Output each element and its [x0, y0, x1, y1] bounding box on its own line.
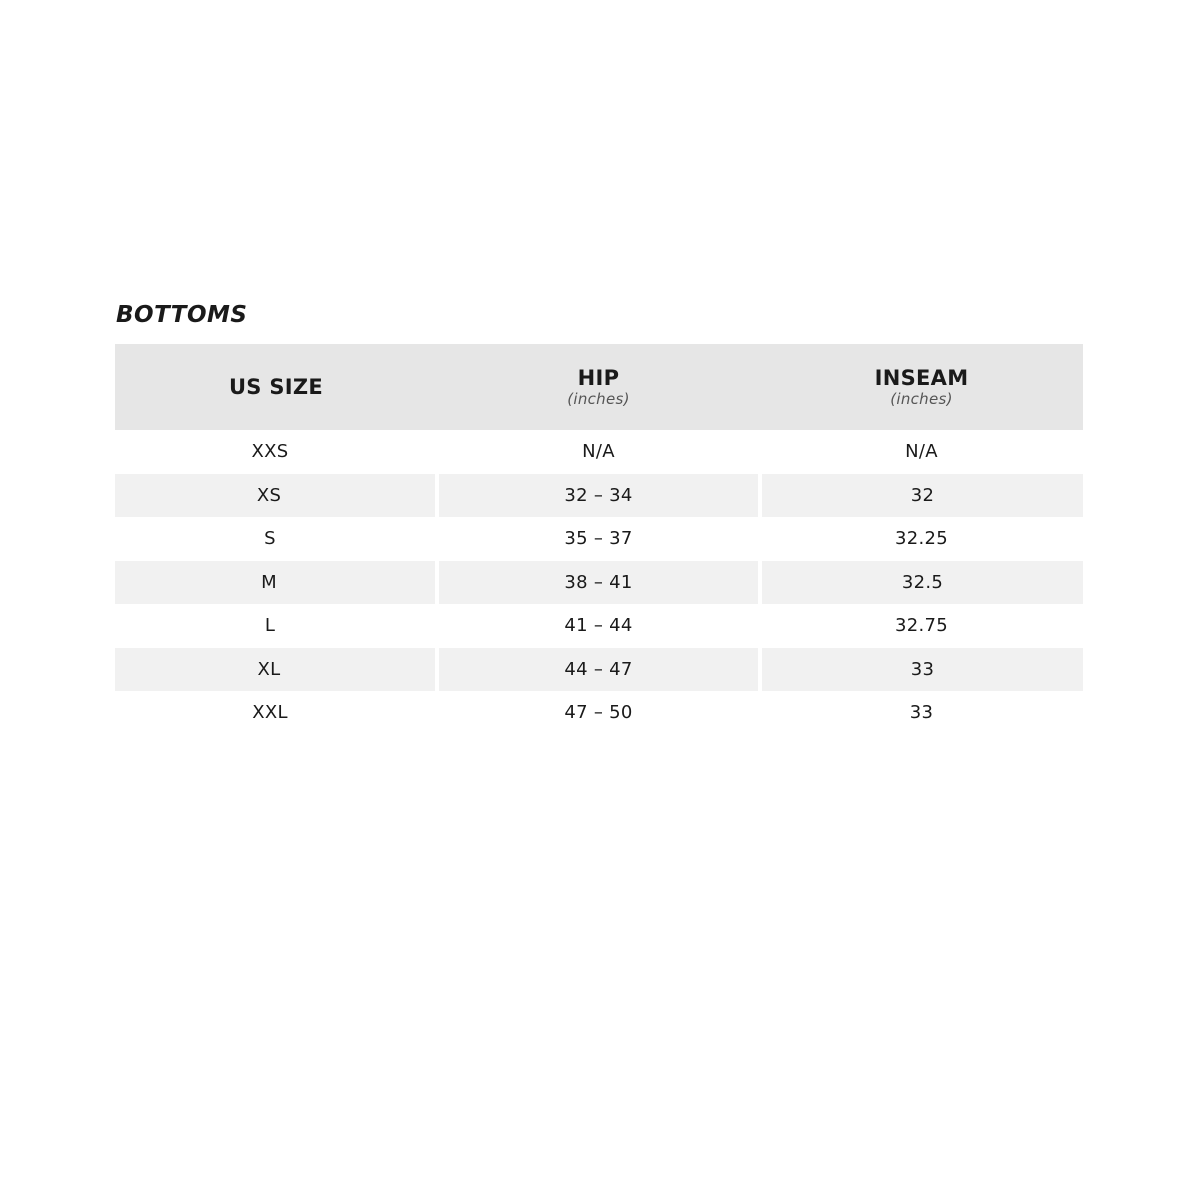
chart-title: BOTTOMS [116, 302, 248, 328]
size-cell: XS [115, 474, 437, 518]
header-row [115, 344, 1083, 430]
size-cell: L [264, 615, 276, 637]
size-cell: XL [115, 648, 437, 692]
hip-cell: 47 – 50 [564, 702, 633, 724]
inseam-cell: 33 [909, 702, 934, 724]
table-row [115, 430, 1083, 474]
header-us-size [115, 344, 437, 430]
inseam-cell: 33 [760, 648, 1083, 692]
header-inseam [760, 344, 1083, 430]
table-row [115, 561, 1083, 605]
size-cell: XXS [251, 441, 289, 463]
size-cell: XXL [252, 702, 288, 724]
header-inseam-unit: (inches) [890, 390, 953, 408]
inseam-cell: N/A [905, 441, 938, 463]
inseam-cell: 32 [760, 474, 1083, 518]
table-row [115, 691, 1083, 735]
header-hip-label: HIP [577, 366, 620, 390]
header-us-size-label: US SIZE [228, 375, 324, 399]
inseam-cell: 32.5 [760, 561, 1083, 605]
header-inseam-label: INSEAM [874, 366, 969, 390]
hip-cell: 32 – 34 [437, 474, 760, 518]
size-chart-table [115, 344, 1083, 735]
header-hip-unit: (inches) [567, 390, 630, 408]
hip-cell: 35 – 37 [564, 528, 633, 550]
inseam-cell: 32.75 [894, 615, 949, 637]
size-cell: M [115, 561, 437, 605]
table-row [115, 648, 1083, 692]
table-row [115, 474, 1083, 518]
inseam-cell: 32.25 [894, 528, 949, 550]
hip-cell: 38 – 41 [437, 561, 760, 605]
table-row [115, 604, 1083, 648]
hip-cell: N/A [582, 441, 615, 463]
size-cell: S [264, 528, 276, 550]
header-hip [437, 344, 760, 430]
hip-cell: 44 – 47 [437, 648, 760, 692]
hip-cell: 41 – 44 [564, 615, 633, 637]
table-row [115, 517, 1083, 561]
